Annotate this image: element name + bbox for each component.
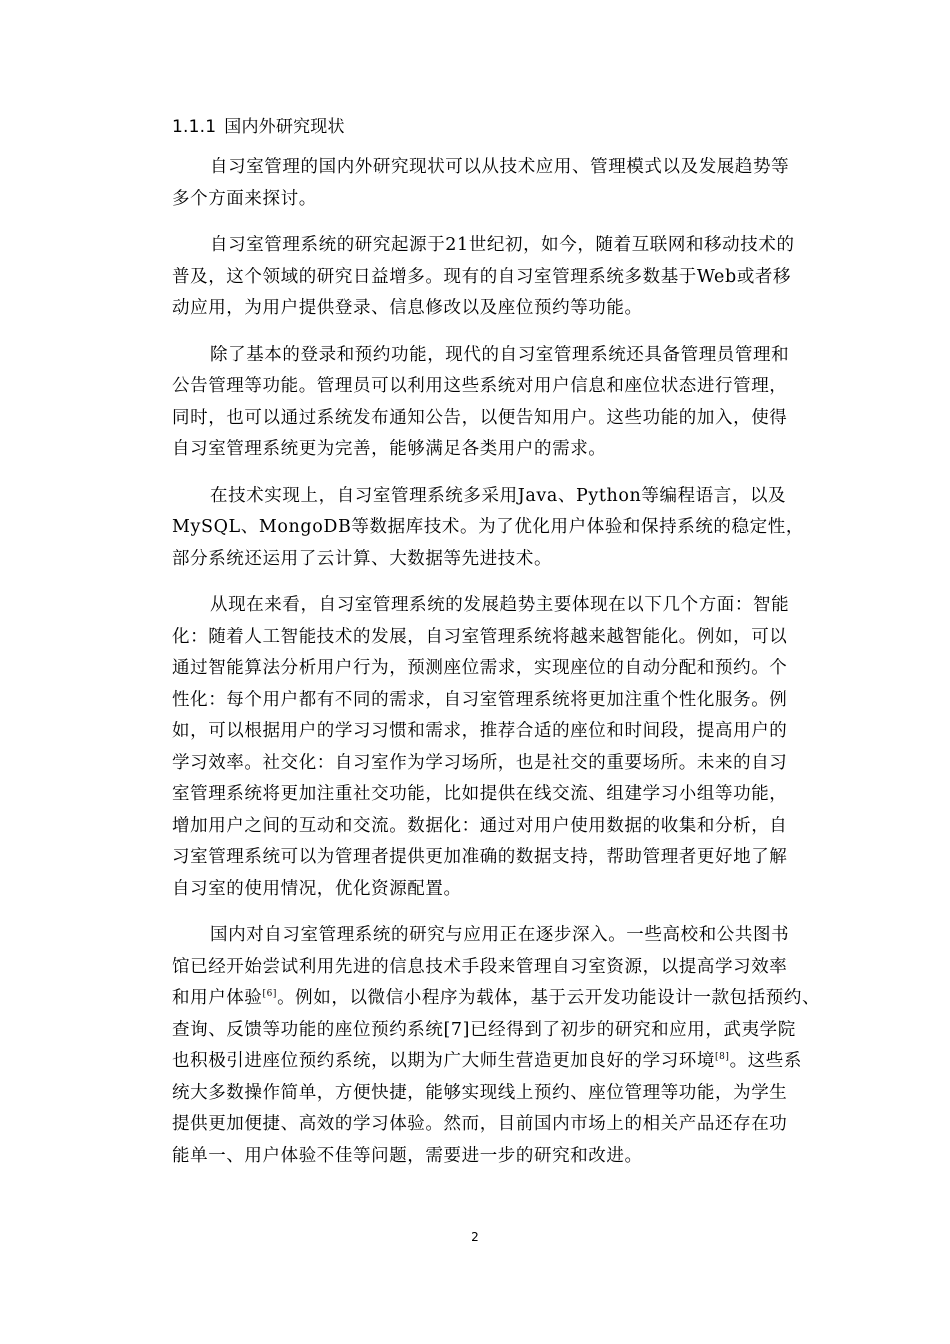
text-segment: 。例如，以微信小程序为载体，基于云开发功能设计一款包括预约、	[277, 988, 821, 1008]
text-line: 多个方面来探讨。	[172, 188, 317, 209]
text-segment: 。这些系	[729, 1051, 802, 1071]
text-line: MySQL、MongoDB等数据库技术。为了优化用户体验和保持系统的稳定性，	[172, 517, 804, 537]
text-line: 部分系统还运用了云计算、大数据等先进技术。	[172, 548, 553, 569]
paragraph	[172, 340, 832, 466]
text-line: 室管理系统将更加注重社交功能，比如提供在线交流、组建学习小组等功能，	[172, 784, 788, 804]
text-line: 同时，也可以通过系统发布通知公告，以便告知用户。这些功能的加入，使得	[172, 407, 788, 428]
text-line	[172, 983, 832, 1015]
text-line: 动应用，为用户提供登录、信息修改以及座位预约等功能。	[172, 298, 643, 318]
text-line: 性化：每个用户都有不同的需求，自习室管理系统将更加注重个性化服务。例	[172, 689, 788, 710]
text-line: 从现在来看，自习室管理系统的发展趋势主要体现在以下几个方面：智能	[210, 595, 790, 615]
body-text	[172, 152, 832, 1187]
paragraph	[172, 230, 832, 325]
text-line: 普及，这个领域的研究日益增多。现有的自习室管理系统多数基于Web或者移	[172, 266, 792, 287]
text-line: 如，可以根据用户的学习习惯和需求，推荐合适的座位和时间段，提高用户的	[172, 721, 788, 741]
text-line: 提供更加便捷、高效的学习体验。然而，目前国内市场上的相关产品还存在功	[172, 1114, 788, 1134]
text-line: 自习室管理的国内外研究现状可以从技术应用、管理模式以及发展趋势等	[210, 157, 790, 177]
text-line: 通过智能算法分析用户行为，预测座位需求，实现座位的自动分配和预约。个	[172, 658, 788, 678]
paragraph	[172, 590, 832, 905]
text-line: 能单一、用户体验不佳等问题，需要进一步的研究和改进。	[172, 1145, 643, 1166]
text-line: 自习室的使用情况，优化资源配置。	[172, 878, 462, 899]
text-line: 自习室管理系统更为完善，能够满足各类用户的需求。	[172, 439, 607, 459]
text-line: 在技术实现上，自习室管理系统多采用Java、Python等编程语言，以及	[210, 485, 787, 506]
text-line: 馆已经开始尝试利用先进的信息技术手段来管理自习室资源，以提高学习效率	[172, 956, 788, 977]
text-line: 自习室管理系统的研究起源于21世纪初，如今，随着互联网和移动技术的	[210, 235, 795, 255]
paragraph	[172, 152, 832, 215]
text-segment: 和用户体验	[172, 988, 263, 1008]
text-line: 统大多数操作简单，方便快捷，能够实现线上预约、座位管理等功能，为学生	[172, 1082, 788, 1103]
page-number: 2	[471, 1230, 479, 1244]
section-number: 1.1.1	[172, 117, 217, 137]
citation-ref: [6]	[262, 989, 278, 999]
text-line: 国内对自习室管理系统的研究与应用正在逐步深入。一些高校和公共图书	[210, 925, 790, 945]
section-heading	[172, 112, 345, 142]
paragraph	[172, 481, 832, 576]
text-line: 化：随着人工智能技术的发展，自习室管理系统将越来越智能化。例如，可以	[172, 626, 788, 647]
text-line: 习室管理系统可以为管理者提供更加准确的数据支持，帮助管理者更好地了解	[172, 847, 788, 867]
section-title: 国内外研究现状	[224, 117, 345, 137]
text-line: 增加用户之间的互动和交流。数据化：通过对用户使用数据的收集和分析，自	[172, 815, 788, 836]
text-line: 除了基本的登录和预约功能，现代的自习室管理系统还具备管理员管理和	[210, 344, 790, 365]
text-segment: 也积极引进座位预约系统，以期为广大师生营造更加良好的学习环境	[172, 1051, 715, 1071]
text-line	[172, 1046, 832, 1078]
paragraph	[172, 920, 832, 1172]
text-line: 查询、反馈等功能的座位预约系统[7]已经得到了初步的研究和应用，武夷学院	[172, 1019, 796, 1040]
text-line: 学习效率。社交化：自习室作为学习场所，也是社交的重要场所。未来的自习	[172, 752, 788, 773]
citation-ref: [8]	[715, 1052, 730, 1062]
text-line: 公告管理等功能。管理员可以利用这些系统对用户信息和座位状态进行管理，	[172, 376, 788, 396]
